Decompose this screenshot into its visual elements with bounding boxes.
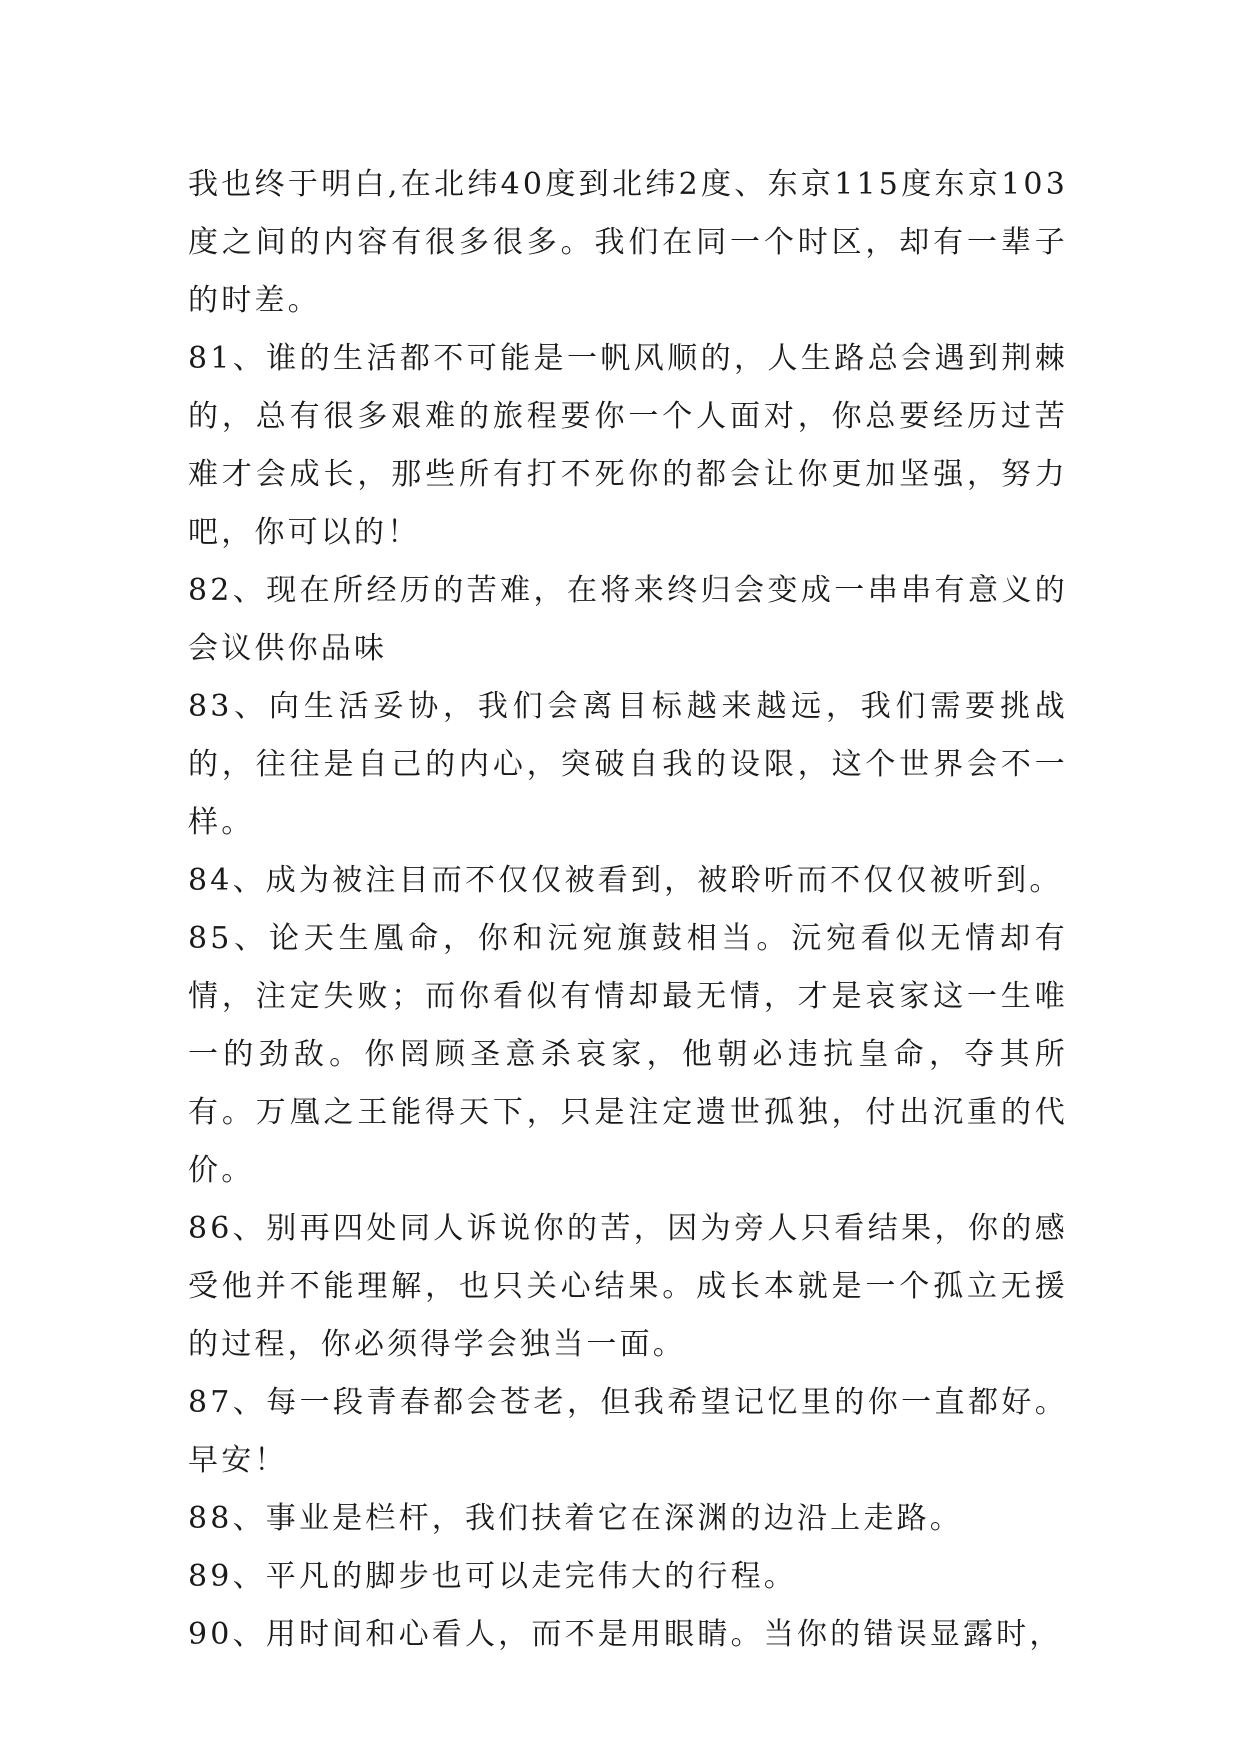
paragraph-84: 84、成为被注目而不仅仅被看到，被聆听而不仅仅被听到。	[188, 863, 1063, 898]
document-body	[188, 156, 1068, 1664]
paragraph-82: 82、现在所经历的苦难，在将来终归会变成一串串有意义的会议供你品味	[188, 573, 1068, 666]
paragraph-81: 81、谁的生活都不可能是一帆风顺的，人生路总会遇到荆棘的，总有很多艰难的旅程要你一个人面对，你总要经历过苦难才会成长，那些所有打不死你的都会让你更加坚强，努力吧，你可以的！	[188, 341, 1068, 550]
paragraph-87: 87、每一段青春都会苍老，但我希望记忆里的你一直都好。早安！	[188, 1385, 1068, 1478]
paragraph-86: 86、别再四处同人诉说你的苦，因为旁人只看结果，你的感受他并不能理解，也只关心结果。成长本就是一个孤立无援的过程，你必须得学会独当一面。	[188, 1211, 1068, 1362]
paragraph-intro: 我也终于明白,在北纬40度到北纬2度、东京115度东京103度之间的内容有很多很多。我们在同一个时区，却有一辈子的时差。	[188, 167, 1068, 318]
paragraph-83: 83、向生活妥协，我们会离目标越来越远，我们需要挑战的，往往是自己的内心，突破自我的设限，这个世界会不一样。	[188, 689, 1068, 840]
paragraph-88: 88、事业是栏杆，我们扶着它在深渊的边沿上走路。	[188, 1501, 963, 1536]
paragraph-89: 89、平凡的脚步也可以走完伟大的行程。	[188, 1559, 797, 1594]
paragraph-90: 90、用时间和心看人，而不是用眼睛。当你的错误显露时，	[188, 1617, 1063, 1652]
paragraph-85: 85、论天生凰命，你和沅宛旗鼓相当。沅宛看似无情却有情，注定失败；而你看似有情却最无情，才是哀家这一生唯一的劲敌。你罔顾圣意杀哀家，他朝必违抗皇命，夺其所有。万凰之王能得天下，只是注定遗世孤独，付出沉重的代价。	[188, 921, 1068, 1188]
